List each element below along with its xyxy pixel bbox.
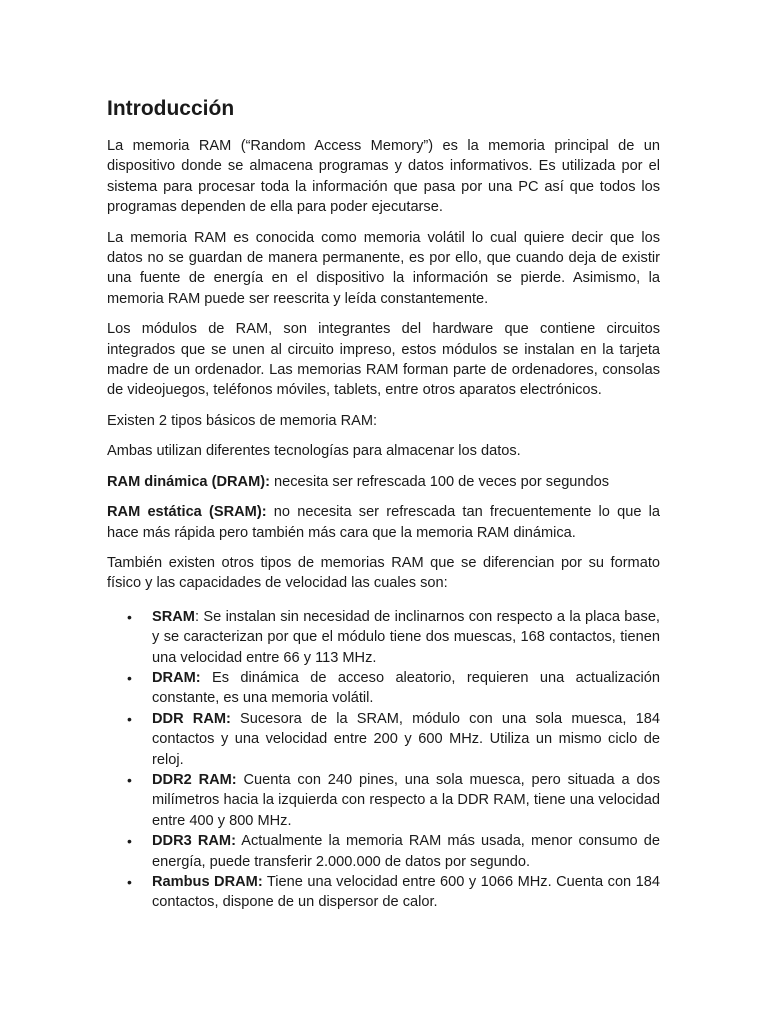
bullet-icon: •: [127, 669, 132, 686]
document-page: [107, 93, 660, 913]
paragraph-technologies: Ambas utilizan diferentes tecnologías para almacenar los datos.: [107, 443, 521, 460]
sram-text: no necesita ser refrescada tan frecuentemente lo que la hace más rápida pero también más cara que la memoria RAM dinámica.: [107, 504, 660, 541]
list-item: [107, 709, 660, 770]
dram-label: RAM dinámica (DRAM):: [107, 473, 270, 490]
list-item: [107, 668, 660, 709]
list-item-label: DDR RAM:: [152, 710, 231, 727]
list-item: [107, 607, 660, 668]
ram-types-list: [107, 607, 660, 913]
bullet-icon: •: [127, 771, 132, 788]
list-item-label: DRAM:: [152, 669, 201, 686]
list-item: [107, 831, 660, 872]
list-item-label: DDR2 RAM:: [152, 771, 237, 788]
bullet-icon: •: [127, 710, 132, 727]
list-item-text: Cuenta con 240 pines, una sola muesca, pero situada a dos milímetros hacia la izquierda con respecto a la DDR RAM, tiene una velocidad entre 400 y 800 MHz.: [152, 771, 660, 829]
list-item-text: Tiene una velocidad entre 600 y 1066 MHz. Cuenta con 184 contactos, dispone de un dispersor de calor.: [152, 874, 660, 911]
paragraph-volatile: La memoria RAM es conocida como memoria volátil lo cual quiere decir que los datos no se guardan de manera permanente, es por ello, que cuando deja de existir una fuente de energía en el dispositivo la información se pierde. Asimismo, la memoria RAM puede ser reescrita y leída constantemente.: [107, 229, 660, 307]
list-item-label: SRAM: [152, 608, 195, 625]
list-item-label: DDR3 RAM:: [152, 833, 236, 850]
list-item-text: Es dinámica de acceso aleatorio, requieren una actualización constante, es una memoria volátil.: [152, 669, 660, 707]
list-item-text: Sucesora de la SRAM, módulo con una sola muesca, 184 contactos y una velocidad entre 200 y 600 MHz. Utiliza un mismo ciclo de reloj.: [152, 710, 660, 768]
dram-text: necesita ser refrescada 100 de veces por segundos: [269, 473, 610, 490]
sram-label: RAM estática (SRAM):: [107, 504, 267, 521]
paragraph-types: Existen 2 tipos básicos de memoria RAM:: [107, 412, 378, 429]
bullet-icon: •: [127, 874, 132, 890]
paragraph-intro: La memoria RAM (“Random Access Memory”) es la memoria principal de un dispositivo donde se almacena programas y datos informativos. Es utilizada por el sistema para procesar toda la información que pasa por una PC así que todos los programas dependen de ella para poder ejecutarse.: [107, 138, 660, 216]
list-item: [107, 770, 660, 831]
paragraph-other-types: También existen otros tipos de memorias RAM que se diferencian por su formato físico y las capacidades de velocidad las cuales son:: [107, 554, 660, 592]
paragraph-sram: [107, 502, 660, 543]
list-item-text: : Se instalan sin necesidad de inclinarnos con respecto a la placa base, y se caracterizan por que el módulo tiene dos muescas, 168 contactos, tienen una velocidad entre 66 y 113 MHz.: [152, 608, 660, 666]
list-item-label: Rambus DRAM:: [152, 874, 263, 890]
bullet-icon: •: [127, 608, 132, 625]
page-title: Introducción: [107, 97, 235, 120]
list-item-text: Actualmente la memoria RAM más usada, menor consumo de energía, puede transferir 2.000.000 de datos por segundo.: [152, 833, 661, 870]
paragraph-modules: Los módulos de RAM, son integrantes del hardware que contiene circuitos integrados que se unen al circuito impreso, estos módulos se instalan en la tarjeta madre de un ordenador. Las memorias RAM forman parte de ordenadores, consolas de videojuegos, teléfonos móviles, tablets, entre otros aparatos electrónicos.: [107, 321, 660, 399]
list-item: [107, 872, 660, 913]
paragraph-dram: [107, 472, 660, 492]
bullet-icon: •: [127, 833, 132, 850]
